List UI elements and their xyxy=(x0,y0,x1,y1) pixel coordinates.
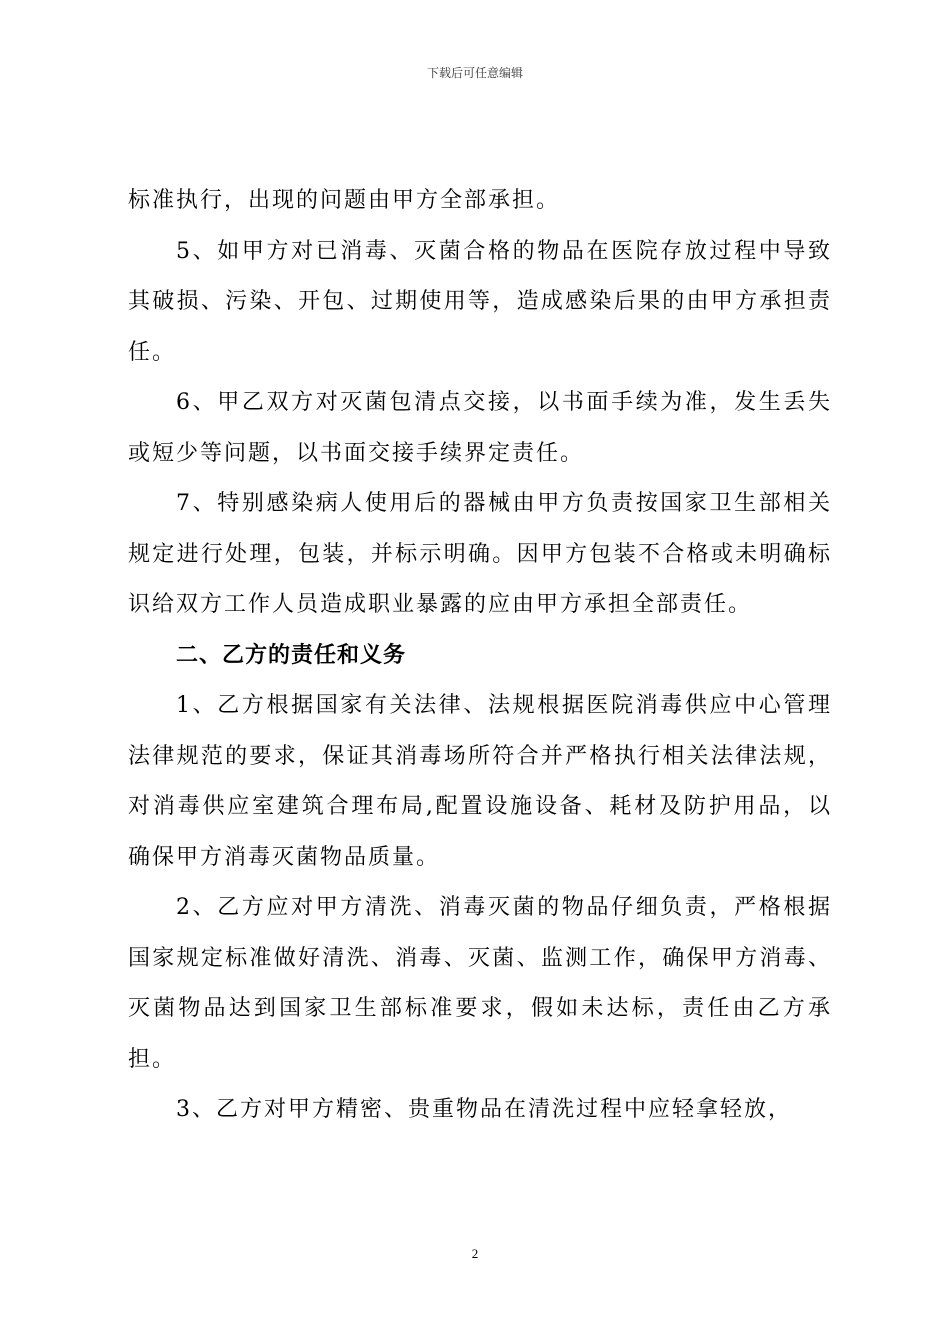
paragraph-b-item-1: 1、乙方根据国家有关法律、法规根据医院消毒供应中心管理法律规范的要求，保证其消毒场所符合并严格执行相关法律法规，对消毒供应室建筑合理布局,配置设施设备、耗材及防护用品，以确保甲方消毒灭菌物品质量。 xyxy=(128,693,832,870)
page-number: 2 xyxy=(471,1246,479,1261)
paragraph-item-5: 5、如甲方对已消毒、灭菌合格的物品在医院存放过程中导致其破损、污染、开包、过期使用等，造成感染后果的由甲方承担责任。 xyxy=(128,238,832,365)
paragraph-b-item-3: 3、乙方对甲方精密、贵重物品在清洗过程中应轻拿轻放， xyxy=(176,1097,792,1122)
page-header: 下载后可任意编辑 xyxy=(426,66,523,80)
paragraph-item-7: 7、特别感染病人使用后的器械由甲方负责按国家卫生部相关规定进行处理，包装，并标示明确。因甲方包装不合格或未明确标识给双方工作人员造成职业暴露的应由甲方承担全部责任。 xyxy=(128,491,832,617)
document-body xyxy=(128,176,832,1136)
paragraph-continuation: 标准执行，出现的问题由甲方全部承担。 xyxy=(128,188,561,213)
section-heading: 二、乙方的责任和义务 xyxy=(176,642,407,668)
paragraph-b-item-2: 2、乙方应对甲方清洗、消毒灭菌的物品仔细负责，严格根据国家规定标准做好清洗、消毒、灭菌、监测工作，确保甲方消毒、灭菌物品达到国家卫生部标准要求，假如未达标，责任由乙方承担。 xyxy=(128,895,832,1072)
paragraph-item-6: 6、甲乙双方对灭菌包清点交接，以书面手续为准，发生丢失或短少等问题，以书面交接手续界定责任。 xyxy=(128,390,832,466)
